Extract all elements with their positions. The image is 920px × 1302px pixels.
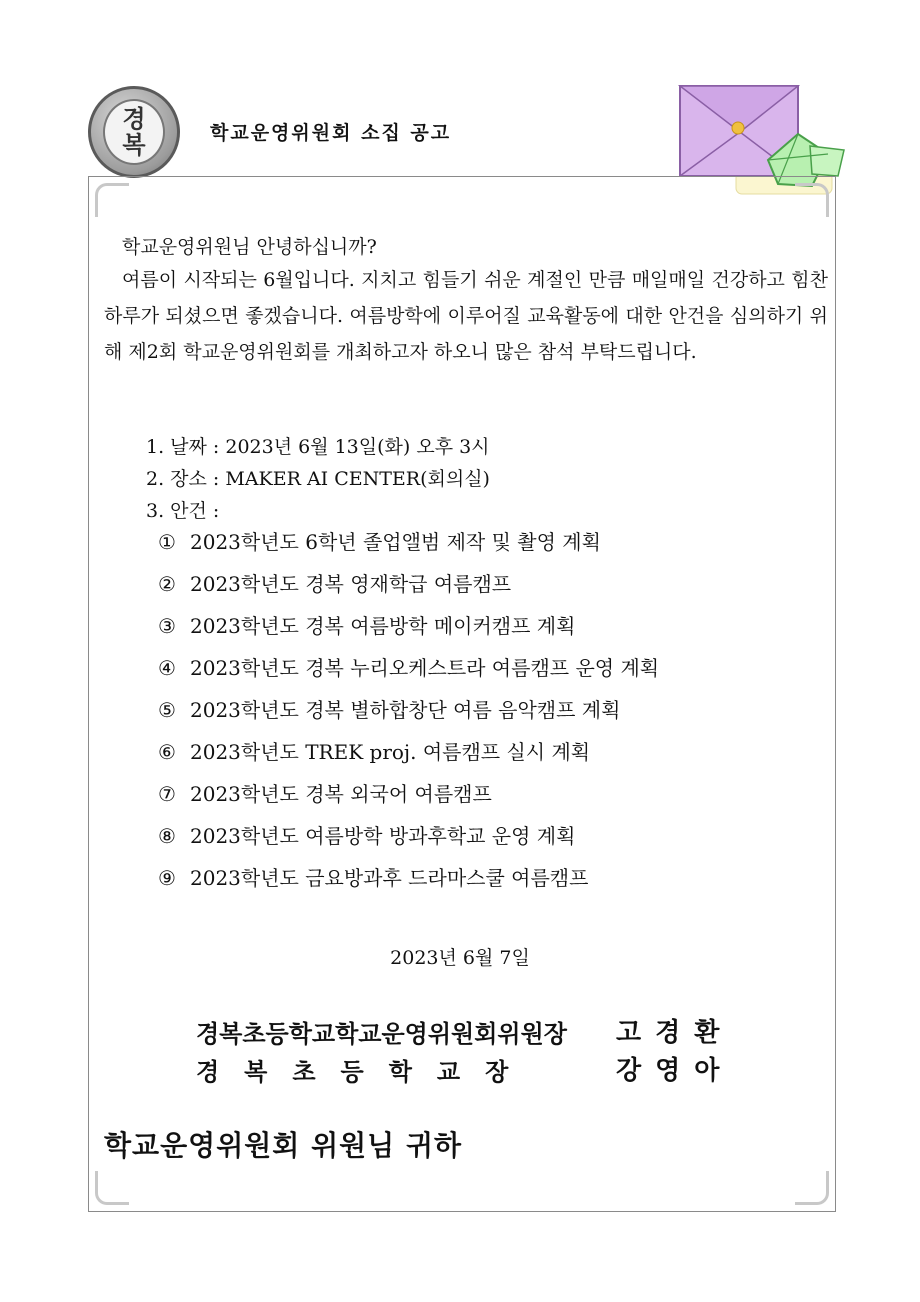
- page-title: 학교운영위원회 소집 공고: [210, 122, 452, 144]
- recipient-line: 학교운영위원회 위원님 귀하: [104, 1129, 463, 1162]
- emblem-inner: [103, 99, 165, 165]
- info-agenda-label: 3. 안건 :: [146, 500, 220, 522]
- agenda-number: ②: [158, 572, 176, 596]
- agenda-item: [158, 526, 601, 555]
- agenda-item: [158, 694, 620, 723]
- agenda-number: ⑨: [158, 866, 176, 890]
- frame-corner: [795, 1171, 829, 1205]
- agenda-number: ⑥: [158, 740, 176, 764]
- agenda-text: 2023학년도 6학년 졸업앨범 제작 및 촬영 계획: [190, 530, 601, 554]
- agenda-item: [158, 736, 590, 765]
- agenda-number: ④: [158, 656, 176, 680]
- agenda-text: 2023학년도 금요방과후 드라마스쿨 여름캠프: [190, 866, 589, 890]
- school-emblem: [88, 86, 180, 178]
- agenda-text: 2023학년도 경복 여름방학 메이커캠프 계획: [190, 614, 576, 638]
- agenda-text: 2023학년도 경복 누리오케스트라 여름캠프 운영 계획: [190, 656, 660, 680]
- emblem-char-top: 경: [122, 104, 146, 133]
- notice-date: 2023년 6월 7일: [390, 947, 530, 969]
- agenda-number: ①: [158, 530, 176, 554]
- agenda-text: 2023학년도 TREK proj. 여름캠프 실시 계획: [190, 740, 591, 764]
- agenda-item: [158, 778, 492, 807]
- info-date: 1. 날짜 : 2023년 6월 13일(화) 오후 3시: [146, 436, 490, 458]
- principal-name: 강영아: [616, 1056, 734, 1086]
- agenda-item: [158, 568, 511, 597]
- agenda-text: 2023학년도 경복 외국어 여름캠프: [190, 782, 492, 806]
- agenda-number: ⑦: [158, 782, 176, 806]
- chairperson-title: 경복초등학교학교운영위원회위원장: [196, 1019, 567, 1048]
- agenda-number: ⑤: [158, 698, 176, 722]
- agenda-number: ③: [158, 614, 176, 638]
- chairperson-name: 고경환: [616, 1018, 734, 1048]
- frame-corner: [795, 183, 829, 217]
- agenda-text: 2023학년도 경복 영재학급 여름캠프: [190, 572, 512, 596]
- principal-title: 경복초등학교장: [196, 1057, 534, 1086]
- info-location: 2. 장소 : MAKER AI CENTER(회의실): [146, 468, 490, 490]
- body-paragraph: 여름이 시작되는 6월입니다. 지치고 힘들기 쉬운 계절인 만큼 매일매일 건강하고 힘찬 하루가 되셨으면 좋겠습니다. 여름방학에 이루어질 교육활동에 대한 안건을 심의하기 위해 제2회 학교운영위원회를 개최하고자 하오니 많은 참석 부탁드립니다.: [104, 269, 828, 363]
- agenda-text: 2023학년도 여름방학 방과후학교 운영 계획: [190, 824, 576, 848]
- agenda-number: ⑧: [158, 824, 176, 848]
- greeting: 학교운영위원님 안녕하십니까?: [122, 236, 377, 258]
- frame-corner: [95, 1171, 129, 1205]
- agenda-item: [158, 610, 575, 639]
- emblem-char-bottom: 복: [122, 130, 146, 159]
- agenda-item: [158, 652, 659, 681]
- agenda-text: 2023학년도 경복 별하합창단 여름 음악캠프 계획: [190, 698, 621, 722]
- agenda-item: [158, 820, 575, 849]
- frame-corner: [95, 183, 129, 217]
- agenda-item: [158, 862, 588, 891]
